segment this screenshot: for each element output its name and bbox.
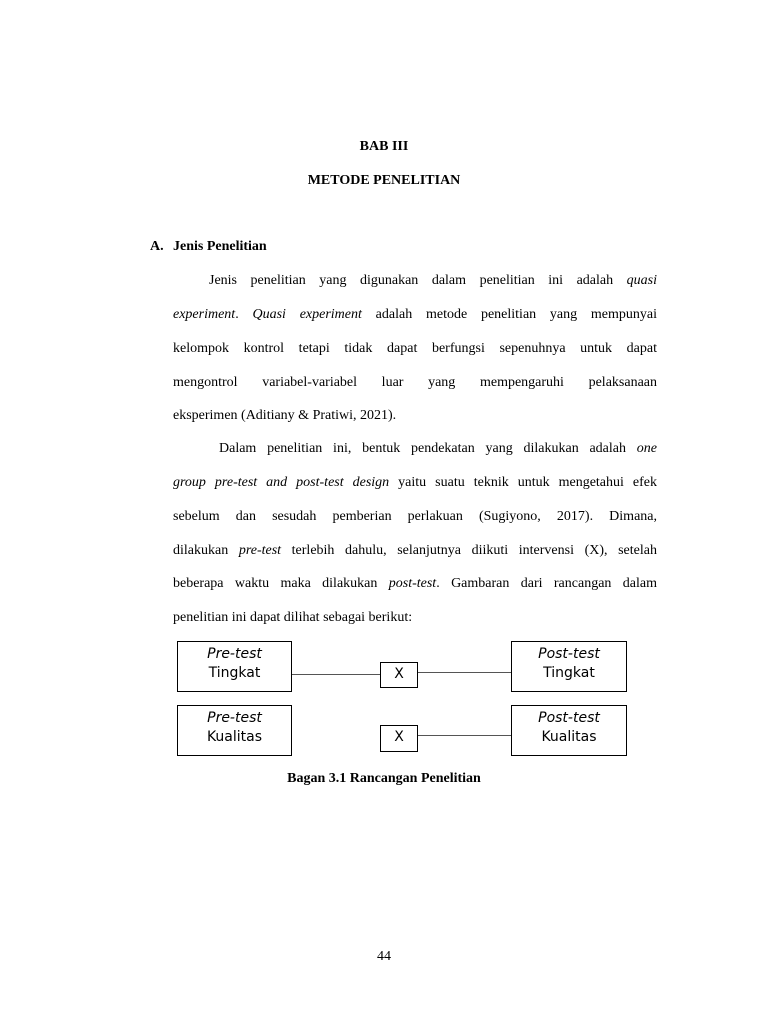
treatment-box: X [380, 725, 418, 752]
paragraph-2-line-3: sebelum dan sesudah pemberian perlakuan (Sugiyono, 2017). Dimana, [173, 509, 657, 524]
posttest-box-tingkat [511, 641, 627, 692]
paragraph-2-line-6: penelitian ini dapat dilihat sebagai berikut: [173, 610, 413, 625]
pretest-box-kualitas [177, 705, 292, 756]
page-number: 44 [377, 949, 391, 964]
pretest-label: Pre-test [207, 710, 262, 726]
paragraph-1-line-3: kelompok kontrol tetapi tidak dapat berfungsi sepenuhnya untuk dapat [173, 341, 657, 356]
posttest-label: Post-test [538, 710, 600, 726]
chapter-label: BAB III [359, 139, 409, 154]
posttest-variable: Kualitas [541, 729, 597, 745]
paragraph-2-line-5: beberapa waktu maka dilakukan post-test. Gambaran dari rancangan dalam [173, 576, 657, 591]
paragraph-1-line-2: experiment. Quasi experiment adalah metode penelitian yang mempunyai [173, 307, 658, 322]
section-heading [150, 239, 267, 255]
pretest-variable: Tingkat [208, 665, 261, 681]
pretest-variable: Kualitas [206, 729, 263, 745]
paragraph-2-line-4: dilakukan pre-test terlebih dahulu, selanjutnya diikuti intervensi (X), setelah [173, 543, 657, 558]
figure-caption: Bagan 3.1 Rancangan Penelitian [287, 771, 481, 786]
section-title: Jenis Penelitian [173, 239, 267, 254]
posttest-label: Post-test [538, 646, 600, 662]
posttest-box-kualitas [511, 705, 627, 756]
paragraph-1-line-1: Jenis penelitian yang digunakan dalam penelitian ini adalah quasi [209, 273, 657, 288]
paragraph-2-line-1: Dalam penelitian ini, bentuk pendekatan yang dilakukan adalah one [219, 441, 657, 456]
paragraph-2-line-2: group pre-test and post-test design yaitu suatu teknik untuk mengetahui efek [173, 475, 657, 490]
section-number: A. [150, 239, 164, 254]
treatment-box: X [380, 662, 418, 688]
connector-line [418, 672, 511, 673]
chapter-title: METODE PENELITIAN [307, 173, 461, 188]
pretest-label: Pre-test [207, 646, 262, 662]
connector-line [292, 674, 380, 675]
pretest-box-tingkat [177, 641, 292, 692]
paragraph-1-line-4: mengontrol variabel-variabel luar yang mempengaruhi pelaksanaan [173, 375, 657, 390]
connector-line [418, 735, 511, 736]
paragraph-1-line-5: eksperimen (Aditiany & Pratiwi, 2021). [173, 408, 397, 423]
posttest-variable: Tingkat [543, 665, 595, 681]
